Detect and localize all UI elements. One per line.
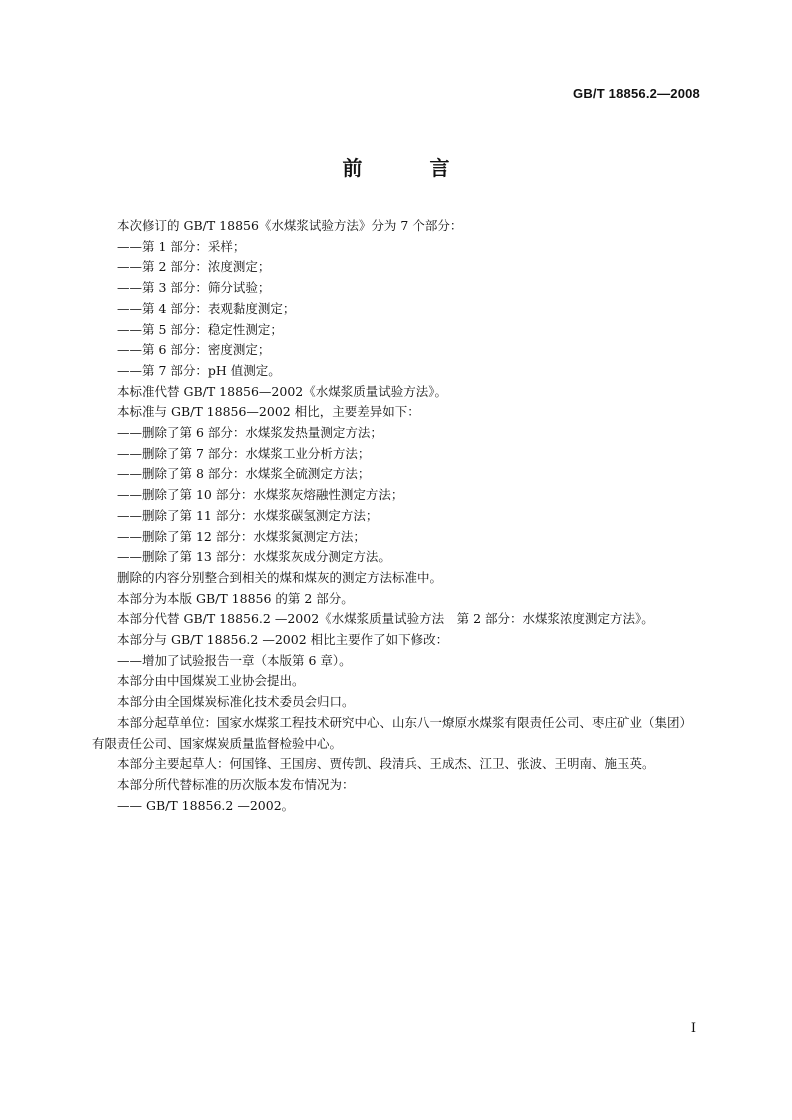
paragraph: 本部分代替 GB/T 18856.2 —2002《水煤浆质量试验方法 第 2 部分：水煤浆浓度测定方法》。 [117, 611, 654, 627]
list-item: —— GB/T 18856.2 —2002。 [117, 797, 295, 813]
list-item: ——删除了第 11 部分：水煤浆碳氢测定方法； [117, 507, 379, 523]
page-title: 前 言 [342, 156, 480, 180]
list-item: ——删除了第 12 部分：水煤浆氮测定方法； [117, 528, 366, 544]
paragraph: 本标准代替 GB/T 18856—2002《水煤浆质量试验方法》。 [117, 383, 447, 399]
document-body [92, 216, 704, 816]
list-item: ——第 7 部分：pH 值测定。 [117, 362, 281, 378]
paragraph: 本次修订的 GB/T 18856《水煤浆试验方法》分为 7 个部分： [117, 218, 463, 233]
list-item: ——删除了第 7 部分：水煤浆工业分析方法； [117, 445, 371, 461]
paragraph: 本部分所代替标准的历次版本发布情况为： [117, 776, 355, 792]
list-item: ——第 4 部分：表观黏度测定； [117, 300, 296, 316]
page-number: I [690, 1021, 696, 1036]
paragraph: 本部分由中国煤炭工业协会提出。 [117, 673, 305, 689]
paragraph: 本标准与 GB/T 18856—2002 相比，主要差异如下： [117, 404, 420, 420]
list-item: ——删除了第 8 部分：水煤浆全硫测定方法； [117, 466, 371, 482]
list-item: ——增加了试验报告一章（本版第 6 章）。 [117, 652, 352, 668]
paragraph: 本部分与 GB/T 18856.2 —2002 相比主要作了如下修改： [117, 632, 449, 648]
paragraph: 本部分主要起草人：何国锋、王国房、贾传凯、段清兵、王成杰、江卫、张波、王明南、施玉英。 [117, 756, 655, 772]
paragraph: 本部分起草单位：国家水煤浆工程技术研究中心、山东八一燎原水煤浆有限责任公司、枣庄矿业（集团）有限责任公司、国家煤炭质量监督检验中心。 [92, 714, 693, 751]
list-item: ——第 3 部分：筛分试验； [117, 280, 271, 296]
list-item: ——第 1 部分：采样； [117, 238, 246, 254]
list-item: ——第 5 部分：稳定性测定； [117, 321, 283, 337]
paragraph: 删除的内容分别整合到相关的煤和煤灰的测定方法标准中。 [117, 569, 443, 585]
paragraph: 本部分由全国煤炭标准化技术委员会归口。 [117, 694, 355, 710]
list-item: ——删除了第 10 部分：水煤浆灰熔融性测定方法； [117, 487, 404, 503]
paragraph: 本部分为本版 GB/T 18856 的第 2 部分。 [117, 590, 354, 606]
list-item: ——第 6 部分：密度测定； [117, 342, 271, 358]
list-item: ——删除了第 6 部分：水煤浆发热量测定方法； [117, 425, 383, 441]
list-item: ——删除了第 13 部分：水煤浆灰成分测定方法。 [117, 549, 391, 565]
list-item: ——第 2 部分：浓度测定； [117, 259, 271, 275]
standard-code: GB/T 18856.2—2008 [573, 86, 700, 101]
